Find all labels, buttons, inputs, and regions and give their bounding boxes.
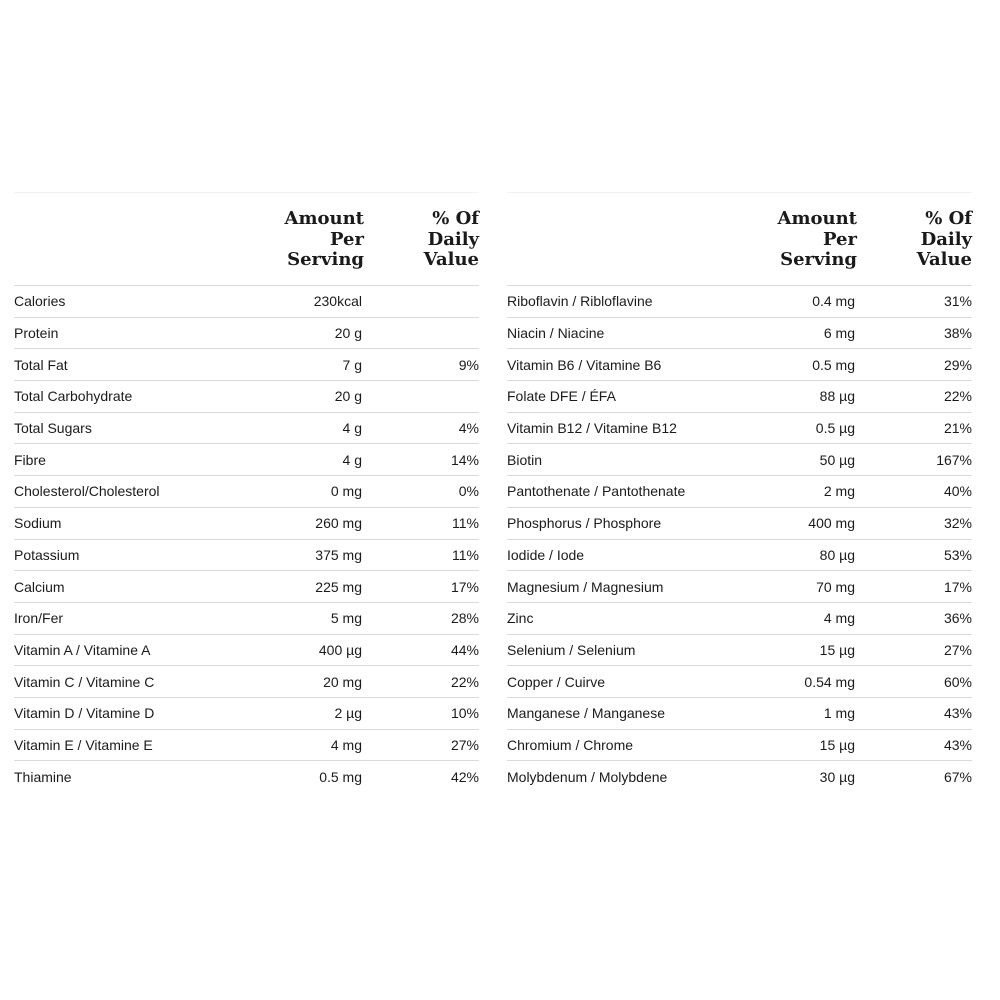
daily-value-percent: 60% [943,673,972,690]
table-row [14,318,479,350]
daily-value-percent: 27% [943,641,972,658]
nutrient-name: Protein [14,325,59,342]
table-row [507,698,972,730]
amount-per-serving: 0.5 mg [319,769,362,786]
nutrient-name: Thiamine [14,769,72,786]
header-amount-per-serving [745,193,865,285]
nutrient-name: Chromium / Chrome [507,736,634,753]
nutrient-name: Iodide / Iode [507,546,585,563]
table-row [14,286,479,318]
daily-value-percent: 17% [943,578,972,595]
header-daily-value [865,193,972,285]
header-amount-line: Amount [777,208,857,229]
nutrient-name: Niacin / Niacine [507,325,605,342]
amount-per-serving: 225 mg [315,578,362,595]
amount-per-serving: 260 mg [315,515,362,532]
table-body [507,286,972,793]
daily-value-percent: 53% [943,546,972,563]
daily-value-percent: 29% [943,356,972,373]
header-amount-line: Amount [284,208,364,229]
table-row [14,603,479,635]
amount-per-serving: 80 µg [819,546,855,563]
table-row [507,444,972,476]
daily-value-percent: 22% [943,388,972,405]
nutrient-name: Calcium [14,578,65,595]
daily-value-percent: 43% [943,705,972,722]
table-row [507,381,972,413]
header-dv-line: Value [916,249,972,270]
daily-value-percent: 32% [943,515,972,532]
amount-per-serving: 15 µg [819,641,855,658]
daily-value-percent: 43% [943,736,972,753]
table-row [14,349,479,381]
amount-per-serving: 0.5 µg [815,420,855,437]
amount-per-serving: 1 mg [823,705,855,722]
daily-value-percent: 44% [450,641,479,658]
amount-per-serving: 20 g [334,325,362,342]
table-row [14,413,479,445]
amount-per-serving: 4 g [342,420,362,437]
amount-per-serving: 0 mg [330,483,362,500]
amount-per-serving: 20 mg [323,673,362,690]
daily-value-percent: 27% [450,736,479,753]
nutrient-name: Riboflavin / Ribloflavine [507,293,653,310]
amount-per-serving: 4 g [342,451,362,468]
table-row [14,444,479,476]
table-row [507,635,972,667]
daily-value-percent: 0% [458,483,479,500]
header-amount-line: Per [330,228,364,250]
header-dv-line: Daily [920,228,972,250]
amount-per-serving: 4 mg [330,736,362,753]
table-row [507,571,972,603]
header-dv-line: % Of [925,208,972,229]
table-row [507,603,972,635]
amount-per-serving: 375 mg [315,546,362,563]
daily-value-percent: 67% [943,769,972,786]
nutrition-table-left [14,192,479,793]
daily-value-percent: 38% [943,325,972,342]
table-row [507,730,972,762]
amount-per-serving: 400 µg [318,641,362,658]
nutrient-name: Fibre [14,451,46,468]
daily-value-percent: 21% [943,420,972,437]
amount-per-serving: 0.5 mg [812,356,855,373]
daily-value-percent: 9% [458,356,479,373]
table-row [507,540,972,572]
table-row [507,761,972,793]
daily-value-percent: 17% [450,578,479,595]
nutrient-name: Vitamin B6 / Vitamine B6 [507,356,662,373]
amount-per-serving: 230kcal [313,293,362,310]
nutrient-name: Phosphorus / Phosphore [507,515,662,532]
nutrient-name: Vitamin C / Vitamine C [14,673,155,690]
table-row [14,698,479,730]
table-row [14,761,479,793]
nutrient-name: Calories [14,293,66,310]
daily-value-percent: 11% [452,546,479,563]
header-amount-line: Per [823,228,857,250]
nutrient-name: Biotin [507,451,543,468]
nutrient-name: Copper / Cuirve [507,673,606,690]
table-row [507,318,972,350]
header-nutrient-column [14,193,252,285]
daily-value-percent: 11% [452,515,479,532]
nutrient-name: Vitamin B12 / Vitamine B12 [507,420,677,437]
nutrient-name: Sodium [14,515,62,532]
daily-value-percent: 42% [450,769,479,786]
amount-per-serving: 5 mg [330,610,362,627]
nutrient-name: Folate DFE / ÉFA [507,388,616,405]
table-row [14,508,479,540]
daily-value-percent: 167% [936,451,972,468]
nutrient-name: Zinc [507,610,534,627]
amount-per-serving: 2 mg [823,483,855,500]
table-row [507,349,972,381]
table-row [14,571,479,603]
header-daily-value [372,193,479,285]
daily-value-percent: 14% [450,451,479,468]
amount-per-serving: 7 g [342,356,362,373]
daily-value-percent: 4% [458,420,479,437]
table-row [14,635,479,667]
table-body [14,286,479,793]
amount-per-serving: 15 µg [819,736,855,753]
table-header [14,193,479,286]
daily-value-percent: 28% [450,610,479,627]
table-row [14,666,479,698]
amount-per-serving: 400 mg [808,515,855,532]
table-row [507,413,972,445]
amount-per-serving: 50 µg [819,451,855,468]
amount-per-serving: 20 g [334,388,362,405]
table-row [14,540,479,572]
nutrient-name: Total Sugars [14,420,92,437]
nutrient-name: Iron/Fer [14,610,64,627]
daily-value-percent: 22% [450,673,479,690]
header-amount-line: Serving [287,249,364,270]
table-row [14,381,479,413]
nutrient-name: Vitamin A / Vitamine A [14,641,151,658]
nutrient-name: Molybdenum / Molybdene [507,769,668,786]
amount-per-serving: 0.4 mg [812,293,855,310]
header-dv-line: Value [423,249,479,270]
nutrient-name: Pantothenate / Pantothenate [507,483,686,500]
amount-per-serving: 4 mg [823,610,855,627]
nutrient-name: Potassium [14,546,80,563]
amount-per-serving: 6 mg [823,325,855,342]
table-row [14,476,479,508]
header-nutrient-column [507,193,745,285]
header-amount-per-serving [252,193,372,285]
amount-per-serving: 30 µg [819,769,855,786]
header-dv-line: % Of [432,208,479,229]
nutrient-name: Vitamin D / Vitamine D [14,705,155,722]
table-row [507,286,972,318]
daily-value-percent: 36% [943,610,972,627]
amount-per-serving: 70 mg [816,578,855,595]
nutrient-name: Vitamin E / Vitamine E [14,736,153,753]
daily-value-percent: 31% [943,293,972,310]
table-header [507,193,972,286]
nutrient-name: Cholesterol/Cholesterol [14,483,160,500]
amount-per-serving: 88 µg [819,388,855,405]
daily-value-percent: 40% [943,483,972,500]
nutrient-name: Selenium / Selenium [507,641,636,658]
nutrient-name: Manganese / Manganese [507,705,665,722]
amount-per-serving: 0.54 mg [804,673,855,690]
daily-value-percent: 10% [450,705,479,722]
nutrition-table-right [507,192,972,793]
nutrient-name: Total Carbohydrate [14,388,133,405]
header-amount-line: Serving [780,249,857,270]
table-row [507,508,972,540]
table-row [14,730,479,762]
amount-per-serving: 2 µg [334,705,362,722]
table-row [507,666,972,698]
nutrient-name: Magnesium / Magnesium [507,578,664,595]
nutrient-name: Total Fat [14,356,68,373]
header-dv-line: Daily [427,228,479,250]
table-row [507,476,972,508]
